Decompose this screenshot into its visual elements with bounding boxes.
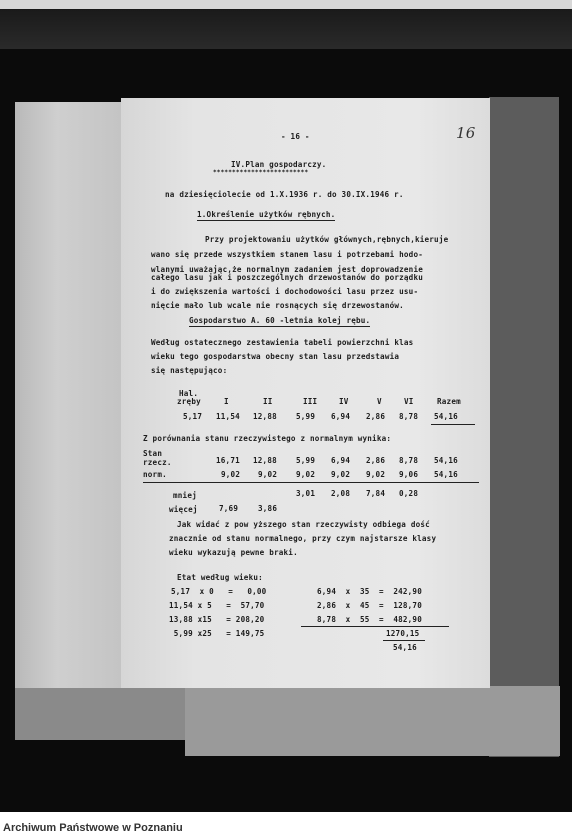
calc-total: 1270,15	[386, 629, 420, 638]
calc-sum-rule	[301, 626, 449, 627]
paragraph2-line3: się następująco:	[151, 366, 228, 375]
norm-value: 9,06	[399, 470, 419, 479]
adjacent-page-bottom	[15, 688, 185, 740]
handwritten-page-number: 16	[456, 124, 476, 142]
section-title: 1.Określenie użytków rębnych.	[197, 210, 336, 219]
norm-value: 9,02	[221, 470, 241, 479]
calc-heading: Etat według wieku:	[177, 573, 263, 582]
heading-underline: *************************	[213, 169, 309, 176]
mniej-label: mniej	[173, 491, 197, 500]
paragraph1-line3: wlanymi uważając,że normalnym zadaniem jest doprowadzenie	[151, 265, 423, 274]
calc-right-line: 8,78 x 55 = 482,90	[317, 615, 422, 624]
calc-division-rule	[383, 640, 425, 641]
paragraph2-line1: Według ostatecznego zestawienia tabeli powierzchni klas	[151, 338, 414, 347]
calc-left-line: 13,88 x15 = 208,20	[169, 615, 265, 624]
table1-total-underline	[431, 424, 475, 425]
stan-label-top: Stan	[143, 449, 163, 458]
paragraph1-line6: nięcie mało lub wcale nie rosnących się drzewostanów.	[151, 301, 404, 310]
stan-value: 12,88	[253, 456, 277, 465]
table1-header-4: IV	[339, 397, 349, 406]
stan-label-bottom: rzecz.	[143, 458, 172, 467]
calc-left-line: 5,99 x25 = 149,75	[169, 629, 265, 638]
table2-divider	[143, 482, 479, 483]
mniej-value: 3,01	[296, 489, 316, 498]
adjacent-page	[15, 102, 121, 692]
stan-value: 54,16	[434, 456, 458, 465]
film-edge	[0, 0, 572, 9]
table1-header-5: V	[377, 397, 382, 406]
calc-left-line: 5,17 x 0 = 0,00	[171, 587, 267, 596]
calc-right-line: 2,86 x 45 = 128,70	[317, 601, 422, 610]
paragraph2-line2: wieku tego gospodarstwa obecny stan lasu przedstawia	[151, 352, 400, 361]
table1-value: 2,86	[366, 412, 386, 421]
underlying-page	[185, 686, 560, 756]
paragraph3-line2: znacznie od stanu normalnego, przy czym najstarsze klasy	[169, 534, 437, 543]
table1-value: 5,17	[183, 412, 203, 421]
stan-value: 5,99	[296, 456, 316, 465]
norm-label: norm.	[143, 470, 167, 479]
mniej-value: 7,84	[366, 489, 386, 498]
wiecej-value: 7,69	[219, 504, 239, 513]
table1-value: 6,94	[331, 412, 351, 421]
table1-header-7: Razem	[437, 397, 461, 406]
table1-label-bottom: zręby	[177, 397, 201, 406]
norm-value: 9,02	[331, 470, 351, 479]
table1-value: 5,99	[296, 412, 316, 421]
calc-right-line: 6,94 x 35 = 242,90	[317, 587, 422, 596]
heading: IV.Plan gospodarczy.	[231, 160, 327, 169]
gospodarstwo-line: Gospodarstwo A. 60 -letnia kolej rębu.	[189, 316, 371, 325]
calc-divisor: 54,16	[393, 643, 417, 652]
paragraph1-line5: i do zwiększenia wartości i dochodowości lasu przez usu-	[151, 287, 419, 296]
table1-header-2: II	[263, 397, 273, 406]
mniej-value: 2,08	[331, 489, 351, 498]
period-line: na dziesięciolecie od 1.X.1936 r. do 30.IX.1946 r.	[165, 190, 404, 199]
wiecej-label: więcej	[169, 505, 198, 514]
norm-value: 9,02	[258, 470, 278, 479]
norm-value: 9,02	[296, 470, 316, 479]
document-page	[121, 98, 490, 688]
paragraph3-line3: wieku wykazują pewne braki.	[169, 548, 298, 557]
table1-header-3: III	[303, 397, 318, 406]
wiecej-value: 3,86	[258, 504, 278, 513]
table1-header-1: I	[224, 397, 229, 406]
paragraph1-line4: całego lasu jak i poszczególnych drzewostanów do porządku	[151, 273, 423, 282]
norm-value: 9,02	[366, 470, 386, 479]
stan-value: 2,86	[366, 456, 386, 465]
film-shadow	[0, 9, 572, 49]
table1-value: 8,78	[399, 412, 419, 421]
calc-left-line: 11,54 x 5 = 57,70	[169, 601, 265, 610]
table1-value: 54,16	[434, 412, 458, 421]
paragraph1-line1: Przy projektowaniu użytków głównych,rębnych,kieruje	[205, 235, 449, 244]
table1-header-6: VI	[404, 397, 414, 406]
table1-value: 12,88	[253, 412, 277, 421]
norm-value: 54,16	[434, 470, 458, 479]
paragraph1-line2: wano się przede wszystkiem stanem lasu i potrzebami hodo-	[151, 250, 423, 259]
archive-credit: Archiwum Państwowe w Poznaniu	[3, 822, 183, 834]
paragraph3-line1: Jak widać z pow yższego stan rzeczywisty odbiega dość	[177, 520, 430, 529]
page-stack-edge	[489, 97, 559, 757]
stan-value: 6,94	[331, 456, 351, 465]
stan-value: 8,78	[399, 456, 419, 465]
table1-label-top: Hal.	[179, 389, 199, 398]
table1-value: 11,54	[216, 412, 240, 421]
mniej-value: 0,28	[399, 489, 419, 498]
stan-value: 16,71	[216, 456, 240, 465]
comparison-intro: Z porównania stanu rzeczywistego z normalnym wynika:	[143, 434, 392, 443]
page-number: - 16 -	[281, 132, 310, 141]
footer	[0, 812, 572, 840]
